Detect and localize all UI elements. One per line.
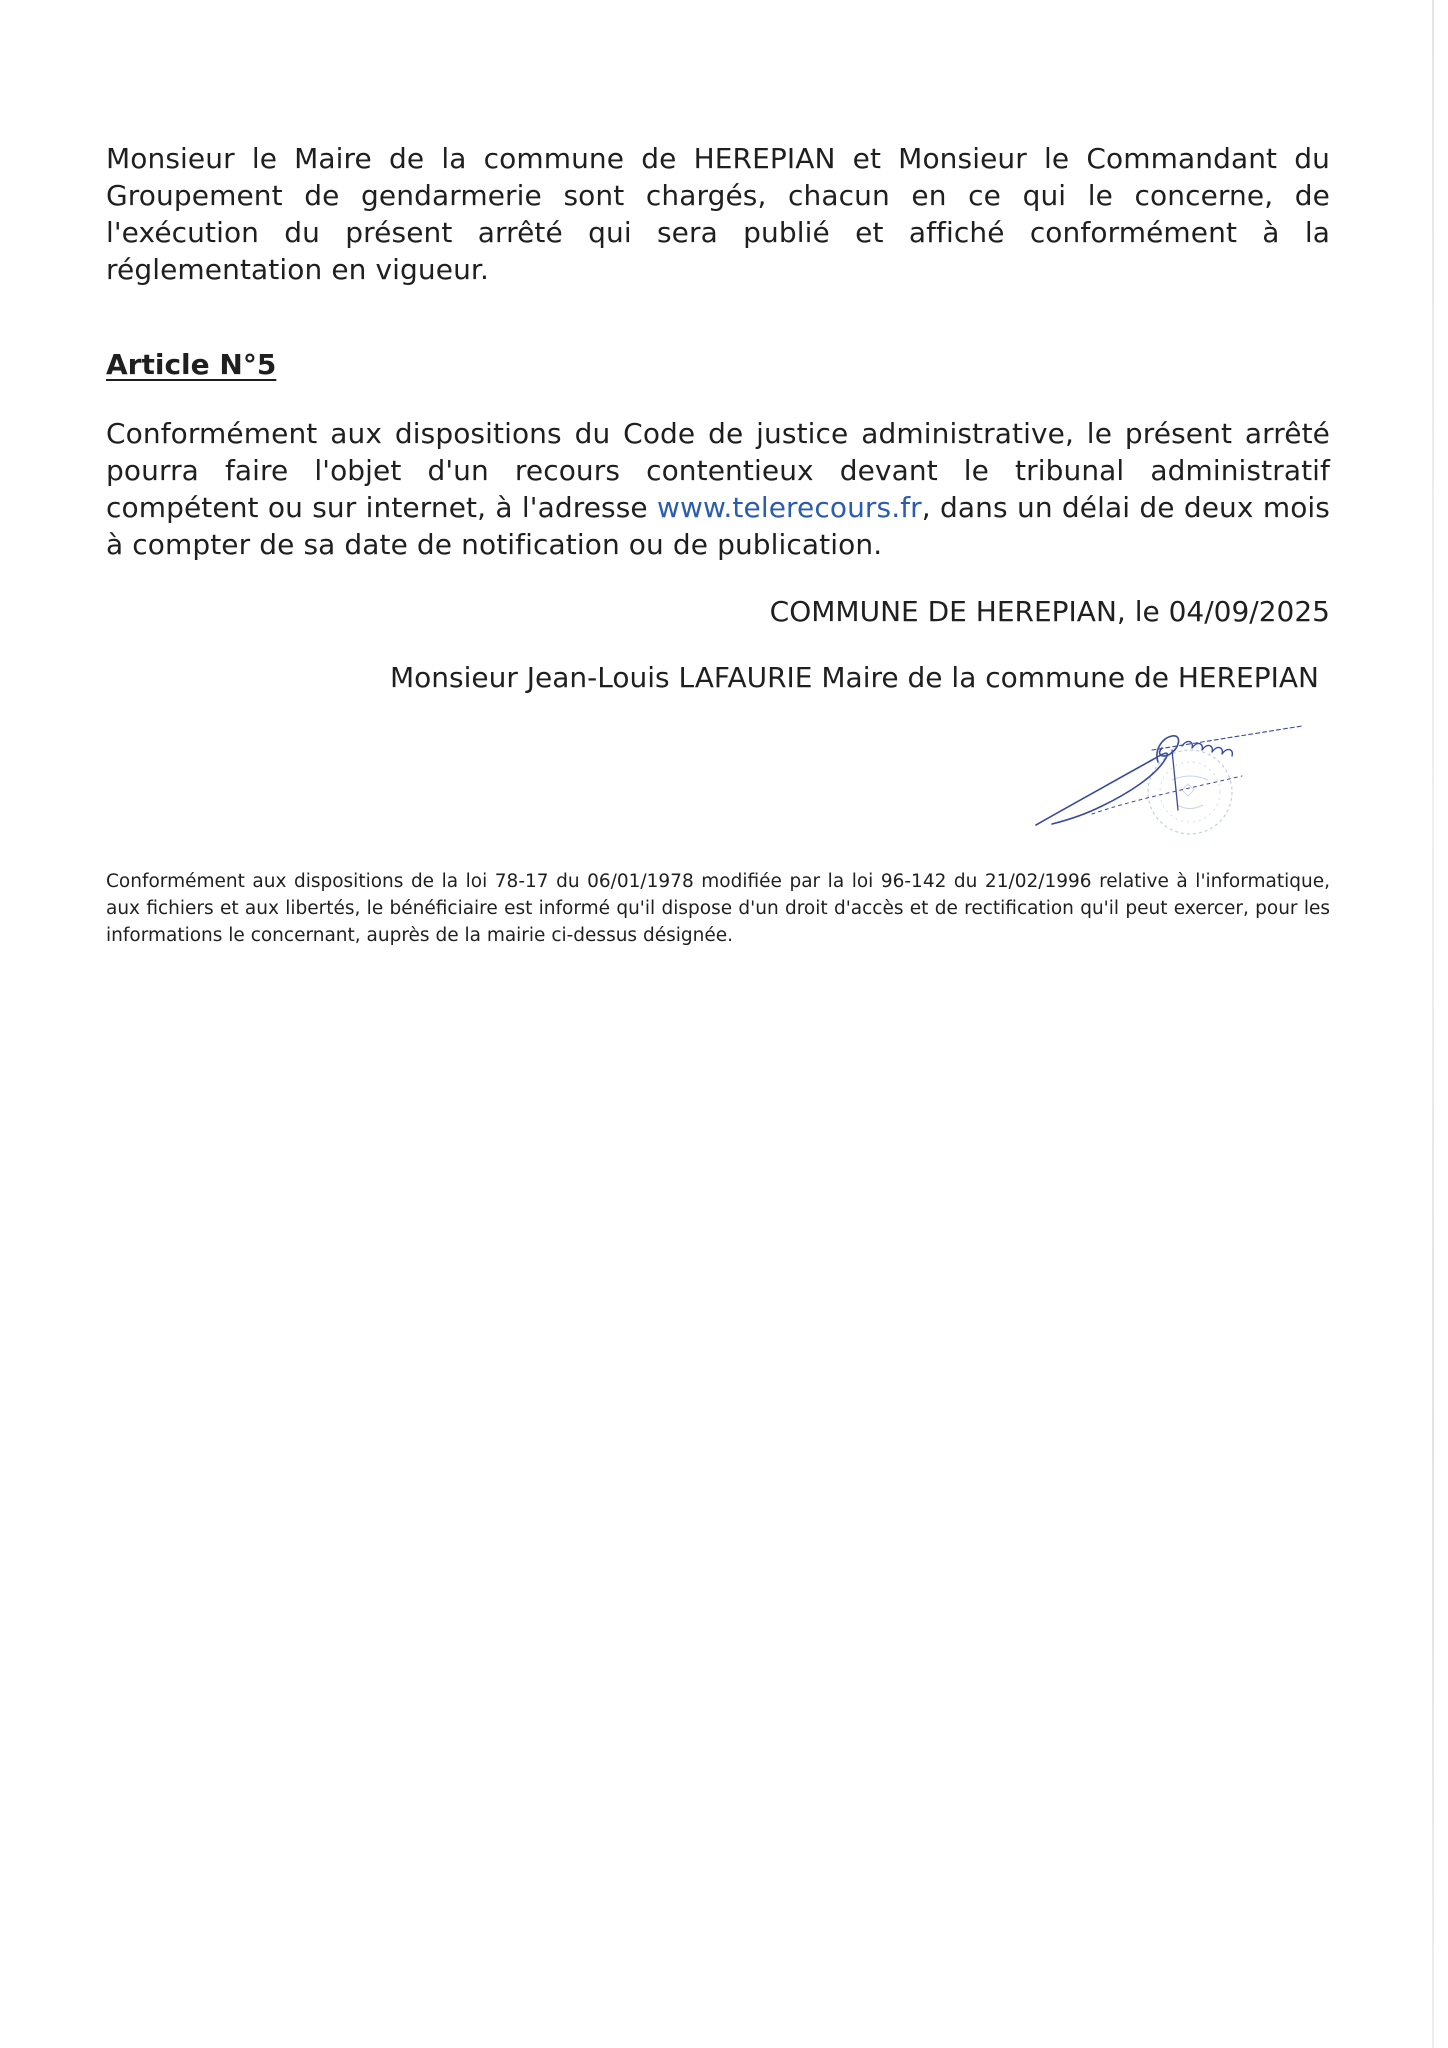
scan-edge <box>1432 0 1434 2048</box>
execution-paragraph: Monsieur le Maire de la commune de HEREPIAN et Monsieur le Commandant du Groupement de gendarmerie sont chargés, chacun en ce qui le concerne, de l'exécution du présent arrêté qui sera publié et affiché conformément à la réglementation en vigueur. <box>106 142 1330 286</box>
article-text-after-link: , dans un délai de deux mois à compter de sa date de notification ou de publication. <box>106 491 1330 561</box>
signature-icon <box>1032 720 1322 845</box>
article-text-before-link: Conformément aux dispositions du Code de justice administrative, le présent arrêté pourra faire l'objet d'un recours contentieux devant le tribunal administratif compétent ou sur internet, à l'adresse <box>106 417 1330 524</box>
place-and-date: COMMUNE DE HEREPIAN, le 04/09/2025 <box>769 595 1330 628</box>
signatory-name: Monsieur Jean-Louis LAFAURIE Maire de la commune de HEREPIAN <box>389 661 1319 694</box>
stamp-icon <box>1148 750 1232 834</box>
telerecours-link[interactable]: www.telerecours.fr <box>656 491 922 524</box>
article-paragraph <box>106 415 1330 563</box>
article-title: Article N°5 <box>106 348 277 381</box>
data-protection-footnote: Conformément aux dispositions de la loi 78-17 du 06/01/1978 modifiée par la loi 96-142 du 21/02/1996 relative à l'informatique, aux fichiers et aux libertés, le bénéficiaire est informé qu'il dispose d'un droit d'accès et de rectification qu'il peut exercer, pour les informations le concernant, auprès de la mairie ci-dessus désignée. <box>106 871 1330 946</box>
